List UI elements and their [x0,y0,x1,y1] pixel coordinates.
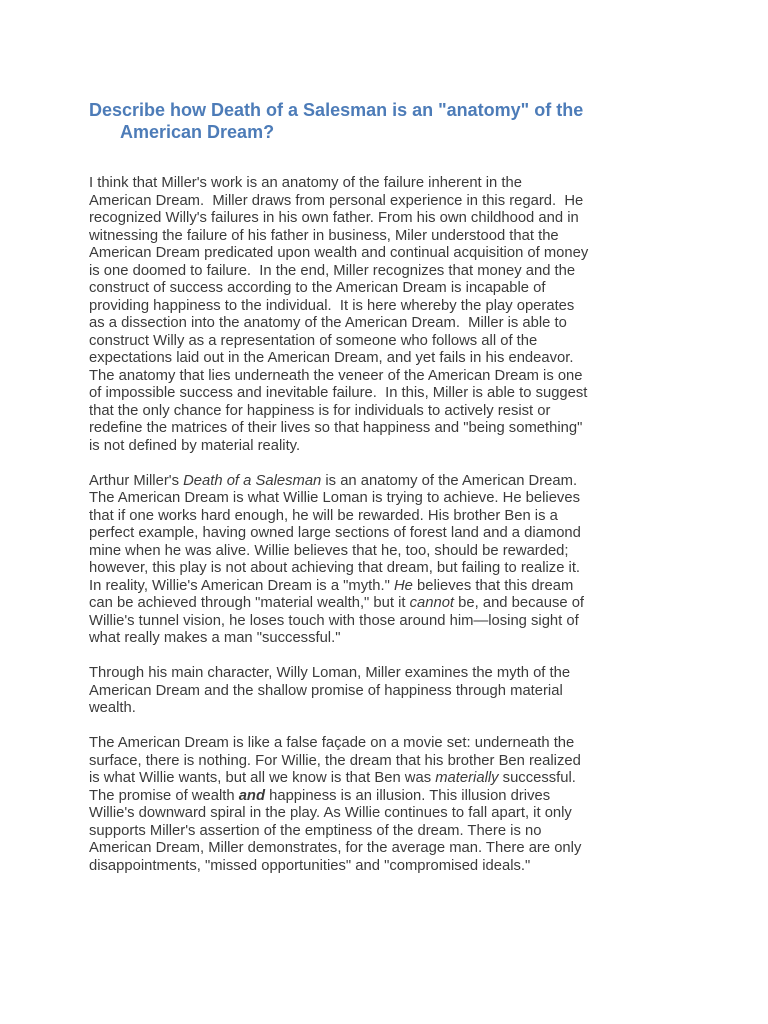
text-run: The promise of wealth [89,787,239,804]
text-run: that if one works hard enough, he will be rewarded. His brother Ben is a [89,507,558,524]
italic-text: materially [435,770,499,786]
text-line [89,683,710,701]
text-run: is one doomed to failure. In the end, Miller recognizes that money and the [89,262,576,279]
text-run: American Dream and the shallow promise of happiness through material [89,682,563,699]
text-run: recognized Willy's failures in his own father. From his own childhood and in [89,210,579,226]
text-run: American Dream. Miller draws from personal experience in this regard. He [89,192,584,209]
text-line [89,473,710,491]
paragraph [89,175,710,455]
text-run: Willie's downward spiral in the play. As Willie continues to fall apart, it only [89,805,572,821]
text-run: mine when he was alive. Willie believes that he, too, should be rewarded; [89,542,569,559]
text-line [89,788,710,806]
text-run: be, and because of [454,595,585,611]
text-line [89,578,710,596]
text-line [89,770,710,788]
text-line [89,840,710,858]
italic-text: cannot [409,595,455,611]
text-line [89,280,710,298]
text-run: American Dream predicated upon wealth and continual acquisition of money [89,245,589,261]
text-run: American Dream, Miller demonstrates, for the average man. There are only [89,840,582,856]
text-line [89,315,710,333]
text-run: is an anatomy of the American Dream. [321,472,578,489]
paragraph [89,473,710,648]
question-heading-line2: American Dream? [120,122,275,142]
text-line [89,403,710,421]
text-line [89,368,710,386]
text-run: as a dissection into the anatomy of the American Dream. Miller is able to [89,315,567,331]
text-run: providing happiness to the individual. It is here whereby the play operates [89,297,575,314]
paragraph [89,665,710,718]
text-line [89,490,710,508]
text-line [89,823,710,841]
text-run: redefine the matrices of their lives so that happiness and "being something" [89,420,583,436]
text-run: The American Dream is what Willie Loman is trying to achieve. He believes [89,490,580,506]
text-run: that the only chance for happiness is for individuals to actively resist or [89,402,551,419]
text-line [89,543,710,561]
text-run: what really makes a man "successful." [89,630,341,646]
text-line [89,630,710,648]
text-run: of impossible success and inevitable failure. In this, Miller is able to suggest [89,385,588,401]
text-line [89,420,710,438]
text-run: is what Willie wants, but all we know is that Ben was [89,770,436,786]
text-line [89,228,710,246]
paragraph [89,735,710,875]
document-body [89,175,710,875]
text-run: happiness is an illusion. This illusion drives [265,787,551,804]
question-heading-line1: Describe how Death of a Salesman is an "anatomy" of the [89,100,584,120]
text-run: expectations laid out in the American Dream, and yet fails in his endeavor. [89,350,574,366]
text-line [89,508,710,526]
text-run: The anatomy that lies underneath the veneer of the American Dream is one [89,367,583,384]
text-line [89,298,710,316]
text-run: In reality, Willie's American Dream is a "myth." [89,577,394,594]
text-run: Willie's tunnel vision, he loses touch with those around him—losing sight of [89,612,579,629]
text-run: successful. [498,770,576,786]
text-run: is not defined by material reality. [89,437,301,454]
text-line [89,525,710,543]
text-line [89,613,710,631]
question-heading [89,0,710,143]
text-line [89,560,710,578]
text-line [89,175,710,193]
text-run: supports Miller's assertion of the emptiness of the dream. There is no [89,822,542,839]
italic-text: He [393,577,413,594]
text-line [89,438,710,456]
text-run: perfect example, having owned large sections of forest land and a diamond [89,525,581,541]
text-run: Through his main character, Willy Loman, Miller examines the myth of the [89,665,571,681]
text-run: believes that this dream [412,577,574,594]
text-line [89,665,710,683]
text-run: however, this play is not about achieving that dream, but failing to realize it. [89,560,581,576]
text-run: witnessing the failure of his father in business, Miler understood that the [89,227,559,244]
text-run: disappointments, "missed opportunities" and "compromised ideals." [89,857,531,874]
text-line [89,210,710,228]
text-line [89,263,710,281]
text-line [89,333,710,351]
text-line [89,735,710,753]
text-run: wealth. [89,700,136,716]
text-line [89,700,710,718]
text-run: construct of success according to the American Dream is incapable of [89,280,546,296]
text-run: construct Willy as a representation of someone who follows all of the [89,332,538,349]
text-line [89,858,710,876]
text-line [89,805,710,823]
text-run: Arthur Miller's [89,472,184,489]
text-run: can be achieved through "material wealth," but it [89,595,410,611]
text-run: surface, there is nothing. For Willie, the dream that his brother Ben realized [89,752,581,769]
bold-italic-text: and [238,787,265,804]
text-line [89,595,710,613]
text-run: The American Dream is like a false façade on a movie set: underneath the [89,735,575,751]
text-line [89,350,710,368]
text-line [89,193,710,211]
text-line [89,385,710,403]
italic-text: Death of a Salesman [183,472,322,489]
text-line [89,245,710,263]
text-line [89,753,710,771]
text-run: I think that Miller's work is an anatomy of the failure inherent in the [89,175,522,191]
